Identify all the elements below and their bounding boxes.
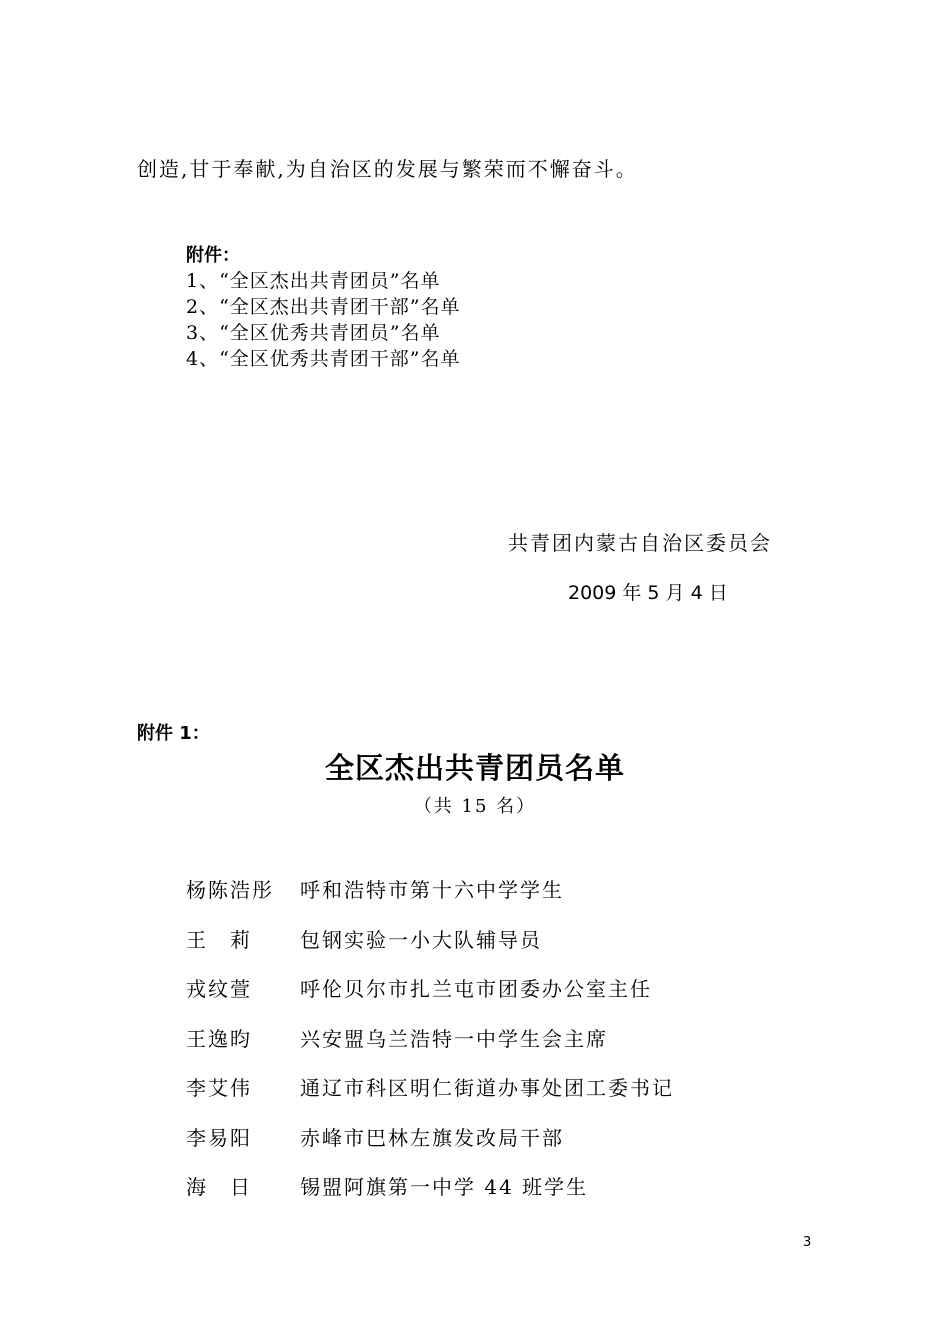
member-role: 赤峰市巴林左旗发改局干部	[300, 1125, 564, 1150]
member-name: 李易阳	[186, 1125, 252, 1150]
member-role: 兴安盟乌兰浩特一中学生会主席	[300, 1026, 608, 1051]
list-subtitle: （共 15 名）	[413, 796, 537, 817]
member-role: 包钢实验一小大队辅导员	[300, 927, 542, 952]
member-role: 通辽市科区明仁街道办事处团工委书记	[300, 1076, 674, 1100]
attachment-item: 2、“全区杰出共青团干部”名单	[186, 296, 461, 318]
list-item	[186, 874, 674, 924]
list-item	[186, 1122, 674, 1172]
member-role: 锡盟阿旗第一中学 44 班学生	[300, 1175, 589, 1199]
attachment-item: 3、“全区优秀共青团员”名单	[186, 322, 441, 344]
member-list	[186, 874, 674, 1221]
list-item	[186, 924, 674, 974]
list-item	[186, 1171, 674, 1221]
member-name: 王逸昀	[186, 1026, 252, 1051]
attachments-heading: 附件：	[186, 245, 240, 266]
signature-organization: 共青团内蒙古自治区委员会	[508, 531, 772, 555]
attachment-item: 4、“全区优秀共青团干部”名单	[186, 348, 461, 370]
member-name: 王 莉	[186, 927, 252, 952]
body-paragraph-end: 创造,甘于奉献,为自治区的发展与繁荣而不懈奋斗。	[137, 157, 638, 181]
list-item	[186, 973, 674, 1023]
member-role: 呼和浩特市第十六中学学生	[300, 878, 564, 902]
member-name: 海 日	[186, 1175, 252, 1199]
attachment-item: 1、“全区杰出共青团员”名单	[186, 270, 441, 292]
page-number: 3	[803, 1235, 812, 1250]
list-title: 全区杰出共青团员名单	[324, 751, 625, 785]
member-role: 呼伦贝尔市扎兰屯市团委办公室主任	[300, 977, 652, 1001]
member-name: 李艾伟	[186, 1076, 252, 1100]
list-item	[186, 1072, 674, 1122]
attachments-list	[186, 268, 461, 372]
signature-date: 2009 年 5 月 4 日	[568, 582, 728, 604]
list-item	[186, 1023, 674, 1073]
attachment-1-label: 附件 1：	[137, 723, 210, 744]
member-name: 戎纹萱	[186, 977, 252, 1001]
member-name: 杨陈浩彤	[186, 878, 274, 902]
